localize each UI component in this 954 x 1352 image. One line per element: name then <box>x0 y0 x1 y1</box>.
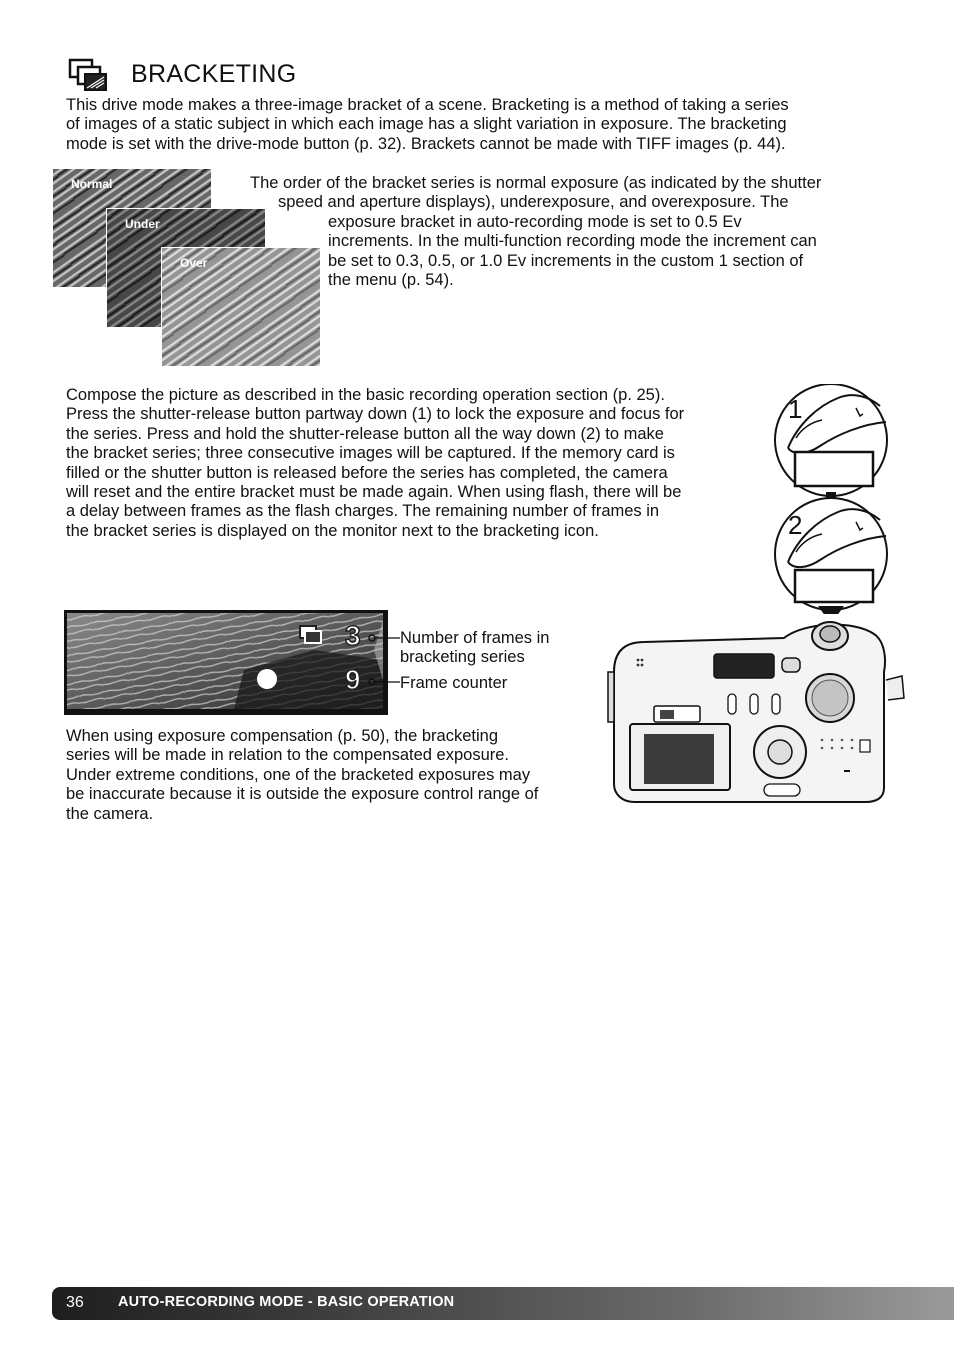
text-line: The order of the bracket series is normal exposure (as indicated by the shutter <box>250 174 822 192</box>
frame-counter-value: 9 <box>345 664 361 695</box>
text-line: When using exposure compensation (p. 50), the bracketing <box>66 727 498 745</box>
frames-in-series-label <box>400 629 549 668</box>
photo-label-under: Under <box>125 217 160 231</box>
text-line: the bracket series is displayed on the monitor next to the bracketing icon. <box>66 521 599 540</box>
text-line: exposure bracket in auto-recording mode is set to 0.5 Ev <box>328 212 742 231</box>
photo-label-normal: Normal <box>71 177 113 191</box>
text-line: Number of frames in <box>400 629 550 647</box>
text-line: increments. In the multi-function recording mode the increment can <box>328 232 817 251</box>
text-line: the series. Press and hold the shutter-release button all the way down (2) to make <box>66 424 664 443</box>
text-line: filled or the shutter button is released before the series has completed, the camera <box>66 463 668 482</box>
text-line: Compose the picture as described in the basic recording operation section (p. 25). <box>66 386 665 404</box>
text-line: will reset and the entire bracket must be made again. When using flash, there will be <box>66 483 682 502</box>
text-line: the camera. <box>66 804 154 823</box>
bracketing-drive-icon <box>68 58 108 92</box>
photo-label-over: Over <box>180 256 208 270</box>
text-line: This drive mode makes a three-image bracket of a scene. Bracketing is a method of taking a series <box>66 96 789 114</box>
text-line: bracketing series <box>400 648 525 667</box>
monitor-display-example <box>64 610 388 715</box>
compose-paragraph <box>66 386 756 541</box>
frame-counter-label: Frame counter <box>400 674 508 692</box>
section-title: AUTO-RECORDING MODE - BASIC OPERATION <box>118 1294 455 1310</box>
text-line: the menu (p. 54). <box>328 271 454 290</box>
text-line: a delay between frames as the flash charges. The remaining number of frames in <box>66 502 660 521</box>
text-line: Under extreme conditions, one of the bracketed exposures may <box>66 765 531 784</box>
exposure-compensation-paragraph <box>66 727 598 824</box>
bracket-order-paragraph <box>250 174 890 290</box>
text-line: be set to 0.3, 0.5, or 1.0 Ev increments in the custom 1 section of <box>328 251 804 270</box>
text-line: of images of a static subject in which each image has a slight variation in exposure. The bracketing <box>66 115 787 134</box>
text-line: Press the shutter-release button partway down (1) to lock the exposure and focus for <box>66 405 685 424</box>
text-line: mode is set with the drive-mode button (p. 32). Brackets cannot be made with TIFF images (p. 44). <box>66 134 786 153</box>
page-footer-bar <box>52 1287 954 1320</box>
page-title: BRACKETING <box>131 60 297 88</box>
text-line: be inaccurate because it is outside the exposure control range of <box>66 785 539 804</box>
shutter-press-steps-illustration <box>768 384 898 614</box>
callout-leader-lines <box>364 630 404 690</box>
frames-remaining-value: 3 <box>345 620 361 651</box>
page-number: 36 <box>66 1294 84 1311</box>
step-number-2: 2 <box>788 510 803 540</box>
text-line: the bracket series; three consecutive images will be captured. If the memory card is <box>66 444 675 463</box>
camera-back-illustration <box>604 612 910 807</box>
intro-paragraph <box>66 96 886 154</box>
text-line: series will be made in relation to the compensated exposure. <box>66 746 509 765</box>
text-line: speed and aperture displays), underexposure, and overexposure. The <box>278 193 789 212</box>
step-number-1: 1 <box>788 394 803 424</box>
